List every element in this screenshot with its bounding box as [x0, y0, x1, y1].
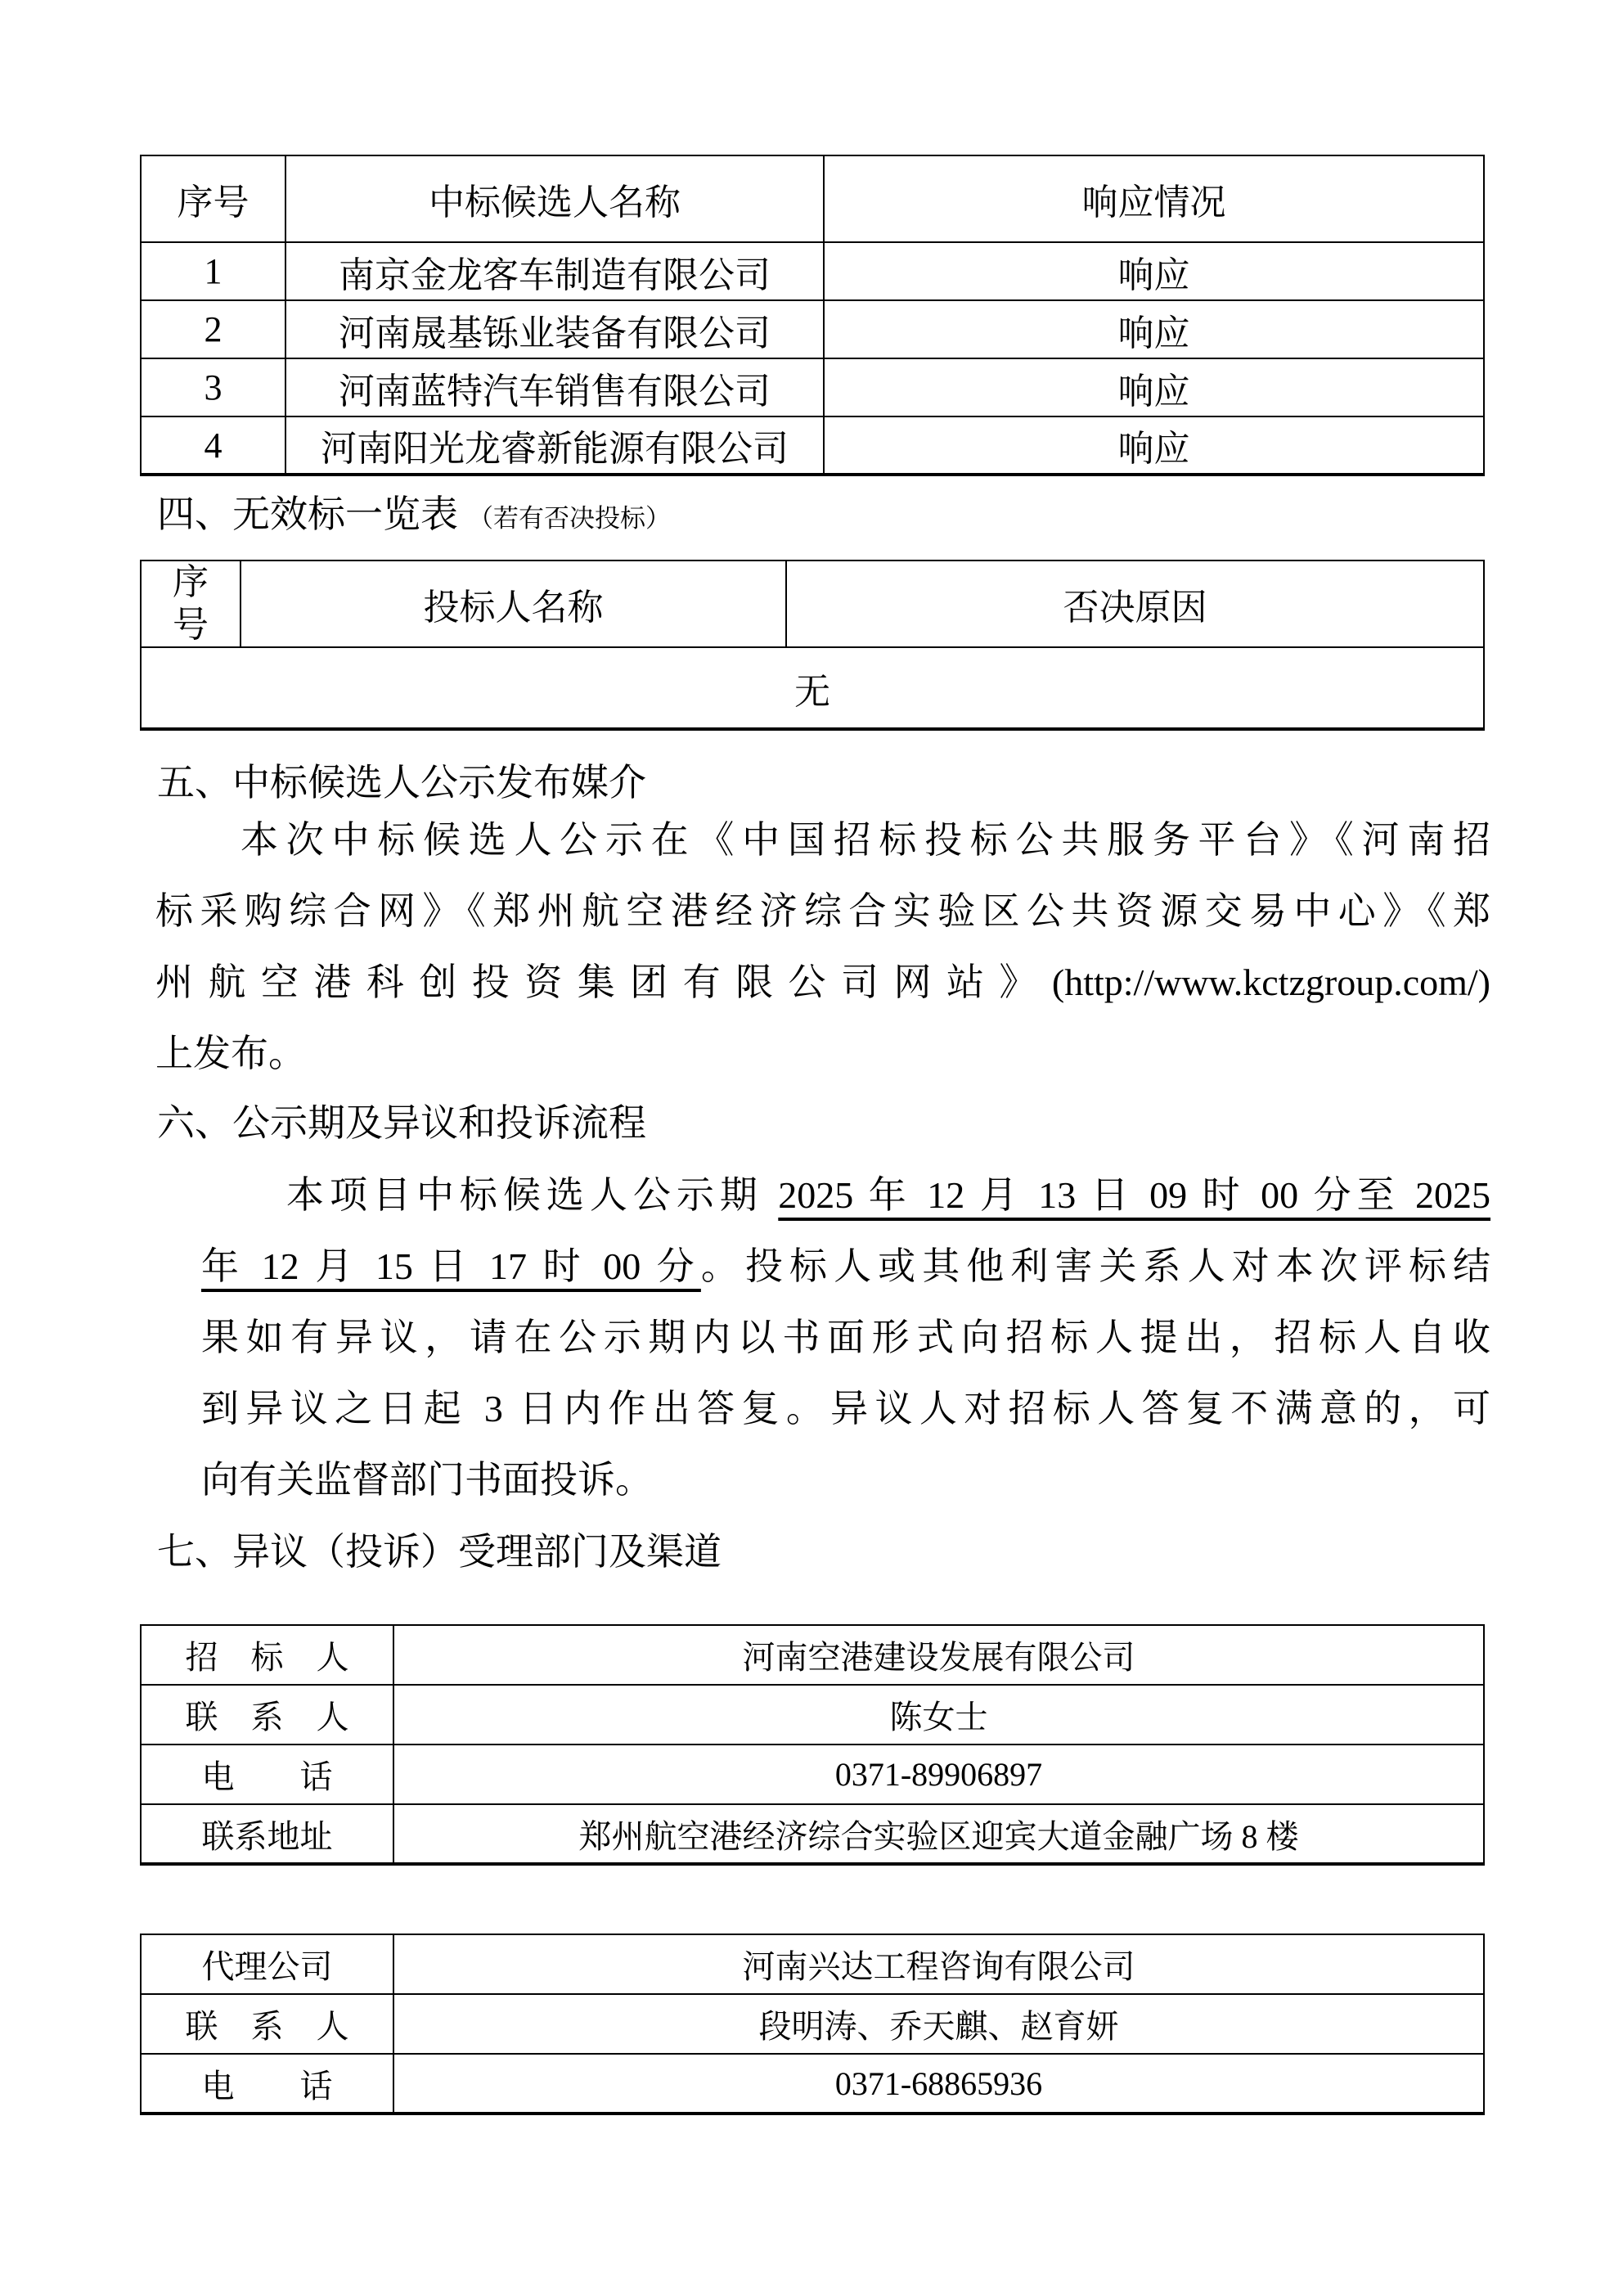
- table-row: [141, 1934, 1484, 1994]
- invalid-bids-header-row: [141, 560, 1484, 647]
- para-line: 到异议之日起 3 日内作出答复。异议人对招标人答复不满意的，可: [201, 1388, 1490, 1429]
- section6-heading: 六、公示期及异议和投诉流程: [157, 1102, 646, 1144]
- candidate-name: 南京金龙客车制造有限公司: [285, 242, 824, 300]
- table-row: [141, 1994, 1484, 2054]
- contact-person-value: 陈女士: [393, 1685, 1484, 1745]
- section6-paragraph: [201, 1159, 1490, 1515]
- candidate-row: [141, 300, 1484, 358]
- invalid-bids-header-no: [141, 560, 241, 647]
- section7-heading: 七、异议（投诉）受理部门及渠道: [157, 1531, 722, 1573]
- phone-value: 0371-89906897: [393, 1745, 1484, 1804]
- publicity-period-end-date: 年 12 月 15 日 17 时 00 分: [201, 1245, 701, 1287]
- agency-contact-table: [140, 1934, 1485, 2115]
- section4-heading: [157, 493, 671, 541]
- candidate-response: 响应: [824, 358, 1484, 416]
- table-row: [141, 2054, 1484, 2114]
- contact-person-value: 段明涛、乔天麒、赵育妍: [393, 1994, 1484, 2054]
- address-label: 联系地址: [141, 1804, 393, 1864]
- candidates-table: [140, 155, 1485, 476]
- candidate-no: 1: [141, 242, 285, 300]
- table-row: [141, 1685, 1484, 1745]
- contact-person-label: 联 系 人: [141, 1685, 393, 1745]
- invalid-bids-empty-row: [141, 647, 1484, 729]
- candidate-name: 河南蓝特汽车销售有限公司: [285, 358, 824, 416]
- contact-person-label: 联 系 人: [141, 1994, 393, 2054]
- para-line: 标采购综合网》《郑州航空港经济综合实验区公共资源交易中心》《郑: [155, 890, 1490, 932]
- para-line: 上发布。: [155, 1033, 306, 1074]
- candidates-header-row: [141, 155, 1484, 242]
- section5-paragraph: [155, 804, 1490, 1089]
- section4-heading-note: （若有否决投标）: [468, 504, 671, 533]
- candidate-row: [141, 358, 1484, 416]
- para-line: 本次中标候选人公示在《中国招标投标公共服务平台》《河南招: [241, 819, 1490, 861]
- address-value: 郑州航空港经济综合实验区迎宾大道金融广场 8 楼: [393, 1804, 1484, 1864]
- phone-value: 0371-68865936: [393, 2054, 1484, 2114]
- invalid-bids-header-bidder: 投标人名称: [241, 560, 786, 647]
- agency-label: 代理公司: [141, 1934, 393, 1994]
- candidate-response: 响应: [824, 416, 1484, 475]
- invalid-bids-empty-value: 无: [141, 647, 1484, 729]
- candidate-no: 4: [141, 416, 285, 475]
- candidate-response: 响应: [824, 242, 1484, 300]
- candidate-name: 河南阳光龙睿新能源有限公司: [285, 416, 824, 475]
- para-line: 果如有异议，请在公示期内以书面形式向招标人提出，招标人自收: [201, 1317, 1490, 1358]
- candidate-row: [141, 416, 1484, 475]
- tenderer-contact-table: [140, 1624, 1485, 1866]
- table-row: [141, 1804, 1484, 1864]
- candidate-no: 2: [141, 300, 285, 358]
- candidate-no: 3: [141, 358, 285, 416]
- para-line-text: 。投标人或其他利害关系人对本次评标结: [700, 1245, 1491, 1287]
- table-row: [141, 1745, 1484, 1804]
- publicity-period-prefix: 本项目中标候选人公示期: [286, 1174, 779, 1216]
- candidate-response: 响应: [824, 300, 1484, 358]
- tenderer-value: 河南空港建设发展有限公司: [393, 1625, 1484, 1685]
- para-line: 向有关监督部门书面投诉。: [201, 1459, 653, 1501]
- candidate-name: 河南晟基铄业装备有限公司: [285, 300, 824, 358]
- invalid-bids-header-reason: 否决原因: [786, 560, 1484, 647]
- tenderer-label: 招 标 人: [141, 1625, 393, 1685]
- candidates-header-name: 中标候选人名称: [285, 155, 824, 242]
- publicity-period-start-date: 2025 年 12 月 13 日 09 时 00 分至 2025: [778, 1174, 1491, 1216]
- agency-value: 河南兴达工程咨询有限公司: [393, 1934, 1484, 1994]
- para-line: [201, 1159, 1490, 1231]
- candidates-header-response: 响应情况: [824, 155, 1484, 242]
- para-line: 州航空港科创投资集团有限公司网站》(http://www.kctzgroup.com/): [155, 961, 1490, 1003]
- table-row: [141, 1625, 1484, 1685]
- invalid-bids-header-no-text: 序号: [173, 562, 209, 645]
- phone-label: 电 话: [141, 2054, 393, 2114]
- candidates-header-no: 序号: [141, 155, 285, 242]
- section4-heading-main: 四、无效标一览表: [157, 493, 458, 535]
- candidate-row: [141, 242, 1484, 300]
- phone-label: 电 话: [141, 1745, 393, 1804]
- section5-heading: 五、中标候选人公示发布媒介: [157, 762, 646, 804]
- invalid-bids-table: [140, 560, 1485, 731]
- para-line: [201, 1231, 1490, 1302]
